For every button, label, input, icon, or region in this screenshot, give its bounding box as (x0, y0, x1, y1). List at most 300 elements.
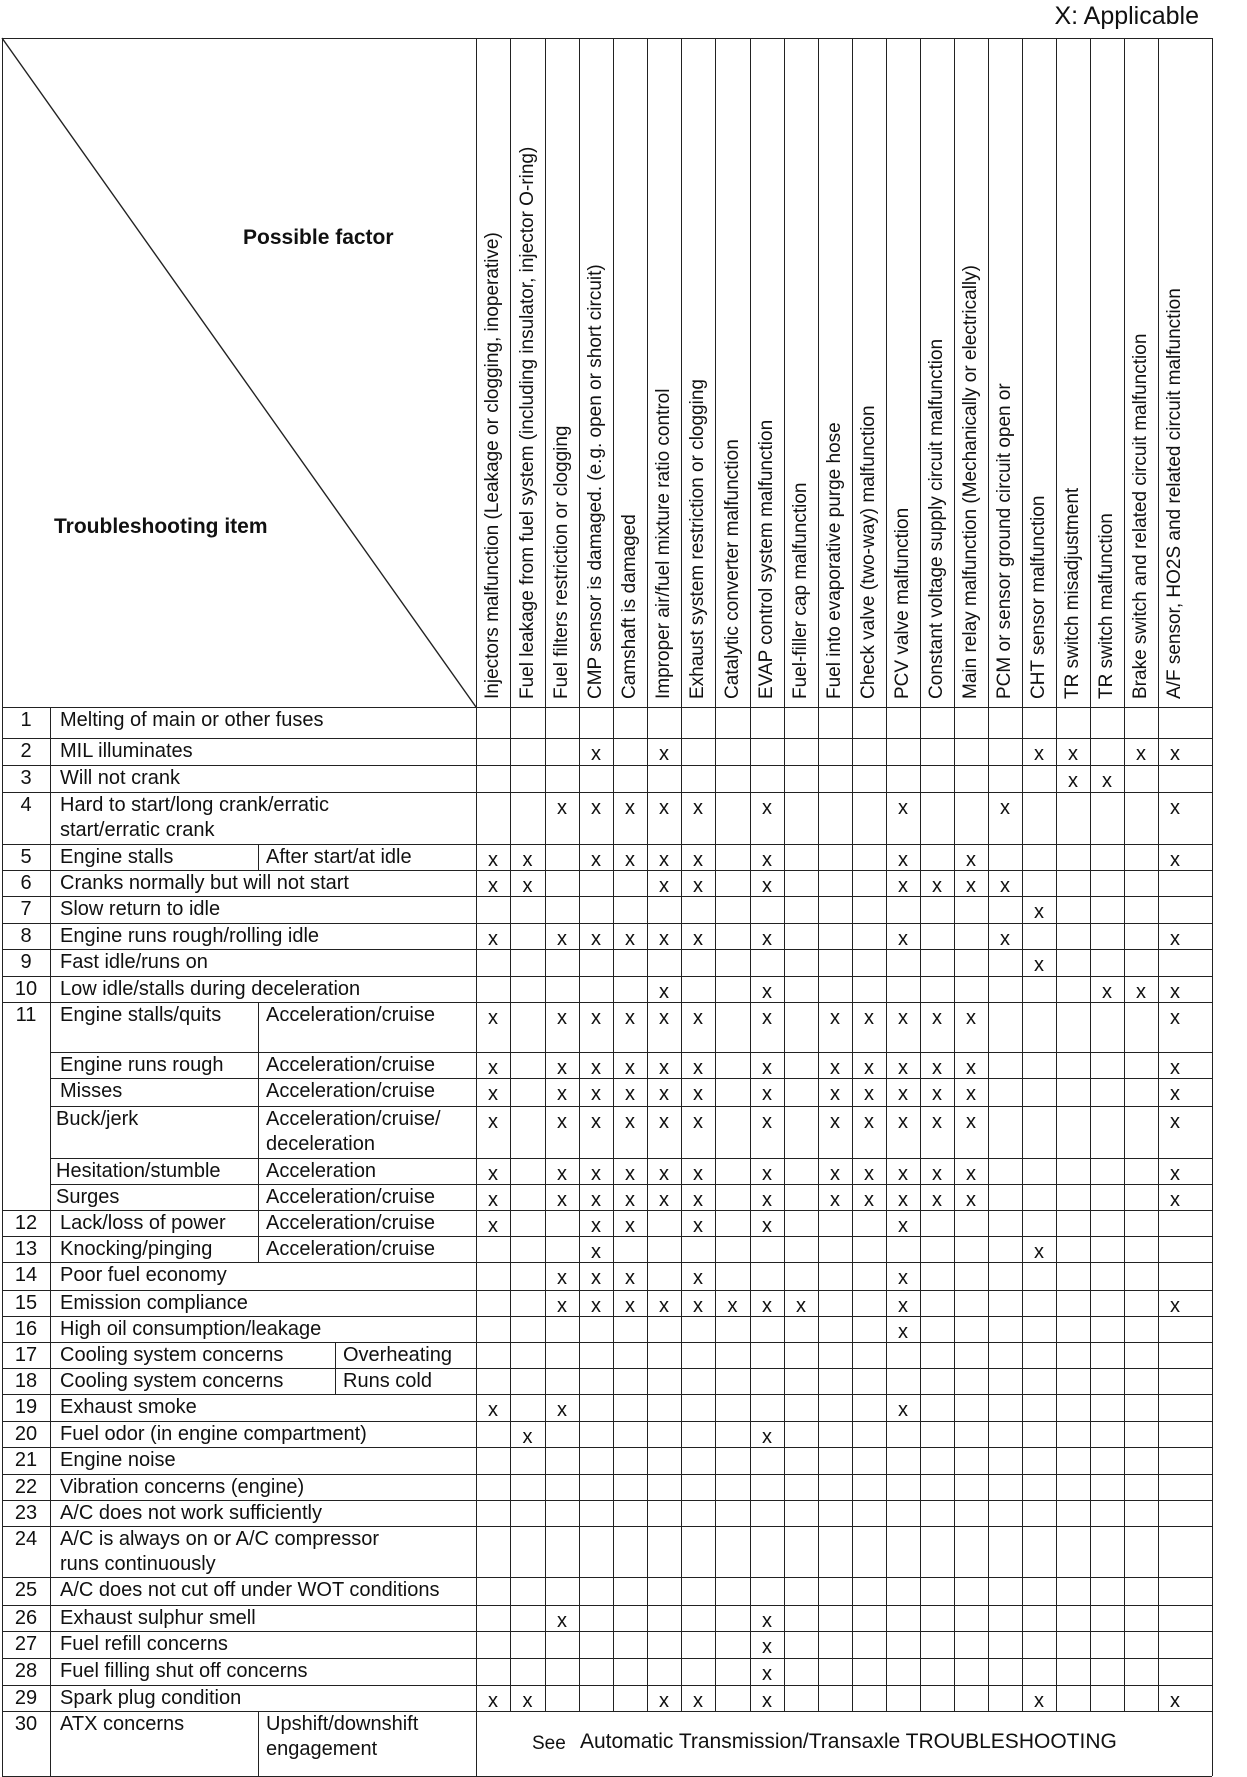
grid-hline (2, 844, 1212, 845)
condition: Acceleration/cruise (266, 1080, 435, 1102)
applicable-mark: x (796, 1295, 806, 1317)
row-number: 3 (20, 767, 32, 789)
condition: Acceleration/cruise (266, 1054, 435, 1076)
grid-vline (335, 1368, 336, 1394)
grid-vline (818, 38, 819, 1711)
row-number: 23 (14, 1502, 38, 1524)
factor-header-15: Main relay malfunction (Mechanically or electrically) (960, 265, 981, 699)
applicable-mark: x (659, 1189, 669, 1211)
applicable-mark: x (1170, 849, 1180, 871)
applicable-mark: x (1170, 981, 1180, 1003)
applicable-mark: x (557, 1163, 567, 1185)
factor-header-12: Check valve (two-way) malfunction (858, 405, 879, 699)
applicable-mark: x (625, 797, 635, 819)
applicable-mark: x (659, 743, 669, 765)
applicable-mark: x (591, 1267, 601, 1289)
grid-vline (1022, 38, 1023, 1711)
grid-vline (510, 38, 511, 1711)
applicable-mark: x (488, 875, 498, 897)
applicable-mark: x (625, 1007, 635, 1029)
factor-header-14: Constant voltage supply circuit malfunction (926, 338, 947, 699)
factor-header-2: Fuel leakage from fuel system (including insulator, injector O-ring) (516, 146, 538, 699)
troubleshooting-item: Fuel filling shut off concerns (60, 1660, 308, 1682)
grid-vline (886, 38, 887, 1711)
applicable-mark: x (488, 849, 498, 871)
applicable-mark: x (932, 1189, 942, 1211)
condition-line2: engagement (266, 1738, 378, 1760)
applicable-mark: x (488, 1189, 498, 1211)
applicable-mark: x (693, 797, 703, 819)
factor-header-13: PCV valve malfunction (892, 507, 913, 699)
factor-header-10: Fuel-filler cap malfunction (790, 482, 811, 699)
applicable-mark: x (762, 875, 772, 897)
applicable-mark: x (625, 1189, 635, 1211)
applicable-mark: x (1136, 743, 1146, 765)
grid-vline (258, 1184, 259, 1210)
applicable-mark: x (966, 849, 976, 871)
applicable-mark: x (557, 1083, 567, 1105)
troubleshooting-item: A/C is always on or A/C compressor (60, 1528, 379, 1550)
applicable-mark: x (1068, 770, 1078, 792)
applicable-mark: x (932, 1007, 942, 1029)
grid-hline (2, 38, 1212, 39)
applicable-mark: x (591, 849, 601, 871)
applicable-mark: x (693, 1690, 703, 1712)
row-number: 20 (14, 1423, 38, 1445)
grid-vline (1124, 38, 1125, 1711)
applicable-mark: x (591, 928, 601, 950)
condition: Acceleration/cruise (266, 1238, 435, 1260)
troubleshooting-item: Low idle/stalls during deceleration (60, 978, 361, 1000)
factor-header-11: Fuel into evaporative purge hose (824, 422, 845, 699)
grid-vline (258, 1210, 259, 1236)
applicable-mark: x (625, 1163, 635, 1185)
applicable-mark: x (659, 875, 669, 897)
troubleshooting-item: Vibration concerns (engine) (60, 1476, 305, 1498)
applicable-mark: x (830, 1057, 840, 1079)
factor-header-9: EVAP control system malfunction (756, 419, 777, 699)
applicable-mark: x (898, 797, 908, 819)
condition: Acceleration/cruise (266, 1186, 435, 1208)
applicable-mark: x (830, 1007, 840, 1029)
troubleshooting-item: Engine runs rough (60, 1054, 224, 1076)
applicable-mark: x (591, 1057, 601, 1079)
applicable-mark: x (625, 1057, 635, 1079)
applicable-mark: x (762, 928, 772, 950)
factor-header-18: TR switch misadjustment (1062, 487, 1083, 699)
row-number: 18 (14, 1370, 38, 1392)
row-number: 4 (20, 794, 32, 816)
applicable-mark: x (762, 1057, 772, 1079)
applicable-mark: x (1170, 1295, 1180, 1317)
troubleshooting-item: ATX concerns (60, 1713, 185, 1735)
applicable-mark: x (898, 1399, 908, 1421)
grid-vline (50, 707, 51, 1776)
applicable-mark: x (762, 1663, 772, 1685)
troubleshooting-item-line2: start/erratic crank (60, 819, 215, 841)
grid-vline (988, 38, 989, 1711)
applicable-mark: x (830, 1163, 840, 1185)
applicable-mark: x (693, 1215, 703, 1237)
applicable-mark: x (1000, 875, 1010, 897)
applicable-mark: x (932, 1083, 942, 1105)
applicable-mark: x (762, 1426, 772, 1448)
applicable-mark: x (1034, 1690, 1044, 1712)
grid-vline (476, 38, 477, 1776)
applicable-mark: x (1102, 981, 1112, 1003)
applicable-mark: x (557, 1399, 567, 1421)
applicable-mark: x (762, 1636, 772, 1658)
applicable-mark: x (591, 1215, 601, 1237)
grid-vline (258, 1002, 259, 1052)
condition: After start/at idle (266, 846, 412, 868)
applicable-mark: x (1170, 1189, 1180, 1211)
grid-vline (920, 38, 921, 1711)
applicable-mark: x (1000, 797, 1010, 819)
factor-header-19: TR switch malfunction (1096, 513, 1117, 699)
applicable-mark: x (522, 1426, 533, 1448)
troubleshooting-item-line2: runs continuously (60, 1553, 216, 1575)
row-number: 12 (14, 1212, 38, 1234)
row-number: 9 (20, 951, 32, 973)
applicable-mark: x (898, 1215, 908, 1237)
applicable-mark: x (898, 1189, 908, 1211)
row-number: 28 (14, 1660, 38, 1682)
applicable-mark: x (693, 1189, 703, 1211)
factor-header-16: PCM or sensor ground circuit open or (994, 383, 1015, 699)
applicable-mark: x (659, 1057, 669, 1079)
row-number: 15 (14, 1292, 38, 1314)
applicable-mark: x (625, 1267, 635, 1289)
troubleshooting-item: Cooling system concerns (60, 1344, 284, 1366)
applicable-mark: x (762, 1189, 772, 1211)
grid-vline (258, 1106, 259, 1158)
applicable-mark: x (966, 1057, 976, 1079)
applicable-mark: x (762, 1295, 772, 1317)
troubleshooting-item: Cranks normally but will not start (60, 872, 349, 894)
grid-vline (852, 38, 853, 1711)
applicable-mark: x (966, 1163, 976, 1185)
applicable-mark: x (830, 1111, 840, 1133)
applicable-mark: x (727, 1295, 738, 1317)
applicable-mark: x (1034, 1241, 1044, 1263)
applicable-mark: x (693, 1295, 703, 1317)
grid-vline (579, 38, 580, 1711)
applicable-mark: x (659, 797, 669, 819)
applicable-mark: x (932, 1111, 942, 1133)
row-number: 6 (20, 872, 32, 894)
troubleshooting-item: Will not crank (60, 767, 181, 789)
applicable-mark: x (932, 875, 942, 897)
troubleshooting-item: Melting of main or other fuses (60, 709, 324, 731)
troubleshooting-item: Fast idle/runs on (60, 951, 208, 973)
applicable-mark: x (625, 1083, 635, 1105)
applicable-mark: x (762, 1163, 772, 1185)
applicable-mark: x (488, 1111, 498, 1133)
troubleshooting-item: Knocking/pinging (60, 1238, 213, 1260)
row-number: 27 (14, 1633, 38, 1655)
grid-hline (2, 1447, 1212, 1448)
applicable-mark: x (488, 1057, 498, 1079)
applicable-mark: x (591, 1241, 601, 1263)
applicable-mark: x (522, 1690, 533, 1712)
grid-vline (1212, 38, 1213, 1776)
troubleshooting-item: A/C does not work sufficiently (60, 1502, 322, 1524)
applicable-mark: x (659, 1163, 669, 1185)
applicable-mark: x (762, 849, 772, 871)
factor-header-20: Brake switch and related circuit malfunction (1130, 333, 1151, 699)
condition-line2: deceleration (266, 1133, 375, 1155)
applicable-mark: x (898, 1111, 908, 1133)
troubleshooting-item: Engine stalls (60, 846, 174, 868)
applicable-mark: x (1170, 1690, 1180, 1712)
row-number: 14 (14, 1264, 38, 1286)
applicable-mark: x (1034, 901, 1044, 923)
applicable-mark: x (693, 1267, 703, 1289)
factor-header-4: CMP sensor is damaged. (e.g. open or short circuit) (585, 264, 606, 699)
row-number: 11 (15, 1004, 37, 1026)
grid-vline (258, 1052, 259, 1078)
troubleshooting-item: Surges (56, 1186, 120, 1208)
applicable-mark: x (488, 1163, 498, 1185)
applicable-mark: x (557, 928, 567, 950)
applicable-mark: x (557, 1111, 567, 1133)
applicable-mark: x (488, 1215, 498, 1237)
applicable-mark: x (762, 1215, 772, 1237)
applicable-mark: x (966, 1083, 976, 1105)
condition: Runs cold (343, 1370, 432, 1392)
applicable-mark: x (659, 1111, 669, 1133)
applicable-mark: x (659, 849, 669, 871)
applicable-mark: x (693, 1163, 703, 1185)
factor-header-1: Injectors malfunction (Leakage or clogging, inoperative) (482, 232, 503, 699)
troubleshooting-item: Engine noise (60, 1449, 176, 1471)
applicable-mark: x (591, 1295, 601, 1317)
row-number: 25 (14, 1579, 38, 1601)
applicable-mark: x (966, 1007, 976, 1029)
applicable-mark: x (898, 1057, 908, 1079)
legend-applicable: X: Applicable (1054, 2, 1199, 30)
troubleshooting-item-label: Troubleshooting item (54, 515, 268, 538)
row30-note: Automatic Transmission/Transaxle TROUBLESHOOTING (580, 1730, 1117, 1753)
troubleshooting-item: Exhaust smoke (60, 1396, 197, 1418)
applicable-mark: x (762, 1007, 772, 1029)
applicable-mark: x (659, 1690, 669, 1712)
applicable-mark: x (864, 1189, 874, 1211)
troubleshooting-item: Engine runs rough/rolling idle (60, 925, 320, 947)
grid-vline (1158, 38, 1159, 1711)
factor-header-6: Improper air/fuel mixture ratio control (653, 388, 674, 699)
applicable-mark: x (693, 849, 703, 871)
grid-vline (715, 38, 716, 1711)
applicable-mark: x (693, 1057, 703, 1079)
applicable-mark: x (625, 928, 635, 950)
applicable-mark: x (1170, 743, 1180, 765)
row-number: 17 (14, 1344, 38, 1366)
grid-hline (2, 765, 1212, 766)
applicable-mark: x (488, 1007, 498, 1029)
applicable-mark: x (625, 849, 635, 871)
row-number: 26 (14, 1607, 38, 1629)
applicable-mark: x (557, 1007, 567, 1029)
applicable-mark: x (557, 1057, 567, 1079)
row-number: 7 (20, 898, 32, 920)
grid-vline (258, 1078, 259, 1106)
condition: Acceleration/cruise/ (266, 1108, 441, 1130)
applicable-mark: x (1034, 954, 1044, 976)
troubleshooting-item: Lack/loss of power (60, 1212, 226, 1234)
troubleshooting-item: Exhaust sulphur smell (60, 1607, 256, 1629)
applicable-mark: x (693, 928, 703, 950)
applicable-mark: x (762, 981, 772, 1003)
applicable-mark: x (864, 1163, 874, 1185)
applicable-mark: x (659, 1295, 669, 1317)
grid-vline (1090, 38, 1091, 1711)
applicable-mark: x (1170, 1057, 1180, 1079)
applicable-mark: x (557, 1267, 567, 1289)
grid-vline (335, 1342, 336, 1368)
applicable-mark: x (1068, 743, 1078, 765)
factor-header-5: Camshaft is damaged (619, 514, 640, 699)
troubleshooting-item: Hard to start/long crank/erratic (60, 794, 329, 816)
applicable-mark: x (591, 1083, 601, 1105)
applicable-mark: x (898, 1007, 908, 1029)
grid-vline (1056, 38, 1057, 1711)
grid-vline (258, 1236, 259, 1262)
applicable-mark: x (1170, 1007, 1180, 1029)
possible-factor-label: Possible factor (243, 226, 394, 249)
applicable-mark: x (898, 875, 908, 897)
grid-vline (784, 38, 785, 1711)
applicable-mark: x (591, 1189, 601, 1211)
applicable-mark: x (1170, 1111, 1180, 1133)
factor-header-21: A/F sensor, HO2S and related circuit malfunction (1164, 288, 1185, 699)
row-number: 16 (14, 1318, 38, 1340)
row-number: 22 (14, 1476, 38, 1498)
row-number: 10 (14, 978, 38, 1000)
row-number: 24 (14, 1528, 38, 1550)
condition: Overheating (343, 1344, 452, 1366)
applicable-mark: x (1170, 797, 1180, 819)
troubleshooting-item: Misses (60, 1080, 123, 1102)
applicable-mark: x (522, 849, 533, 871)
grid-hline (50, 1106, 1212, 1107)
applicable-mark: x (1034, 743, 1044, 765)
applicable-mark: x (762, 1610, 772, 1632)
troubleshooting-item: MIL illuminates (60, 740, 193, 762)
applicable-mark: x (1000, 928, 1010, 950)
troubleshooting-item: Poor fuel economy (60, 1264, 227, 1286)
applicable-mark: x (591, 797, 601, 819)
applicable-mark: x (591, 743, 601, 765)
applicable-mark: x (557, 1295, 567, 1317)
row-number: 5 (20, 846, 32, 868)
troubleshooting-item: Fuel odor (in engine compartment) (60, 1423, 367, 1445)
grid-vline (258, 844, 259, 870)
applicable-mark: x (1170, 928, 1180, 950)
row-number: 29 (14, 1687, 38, 1709)
applicable-mark: x (932, 1163, 942, 1185)
applicable-mark: x (693, 1007, 703, 1029)
grid-vline (545, 38, 546, 1711)
factor-header-7: Exhaust system restriction or clogging (687, 379, 708, 699)
applicable-mark: x (864, 1111, 874, 1133)
applicable-mark: x (625, 1111, 635, 1133)
applicable-mark: x (1102, 770, 1112, 792)
applicable-mark: x (1136, 981, 1146, 1003)
applicable-mark: x (932, 1057, 942, 1079)
applicable-mark: x (762, 1111, 772, 1133)
row-number: 8 (20, 925, 32, 947)
applicable-mark: x (864, 1057, 874, 1079)
applicable-mark: x (1170, 1083, 1180, 1105)
row-number: 19 (14, 1396, 38, 1418)
factor-header-3: Fuel filters restriction or clogging (551, 425, 572, 699)
applicable-mark: x (898, 1267, 908, 1289)
applicable-mark: x (762, 1690, 772, 1712)
applicable-mark: x (830, 1083, 840, 1105)
condition: Acceleration/cruise (266, 1212, 435, 1234)
applicable-mark: x (522, 875, 533, 897)
troubleshooting-item: Hesitation/stumble (56, 1160, 221, 1182)
applicable-mark: x (864, 1007, 874, 1029)
grid-hline (50, 1158, 1212, 1159)
factor-header-8: Catalytic converter malfunction (721, 439, 743, 699)
applicable-mark: x (591, 1163, 601, 1185)
applicable-mark: x (762, 797, 772, 819)
applicable-mark: x (898, 1295, 908, 1317)
applicable-mark: x (488, 928, 498, 950)
troubleshooting-item: Fuel refill concerns (60, 1633, 228, 1655)
factor-header-17: CHT sensor malfunction (1028, 495, 1049, 699)
applicable-mark: x (659, 1083, 669, 1105)
row-number: 30 (14, 1713, 38, 1735)
applicable-mark: x (1170, 1163, 1180, 1185)
troubleshooting-item: A/C does not cut off under WOT conditions (60, 1579, 440, 1601)
applicable-mark: x (898, 849, 908, 871)
row-number: 2 (20, 740, 32, 762)
troubleshooting-matrix (2, 38, 1212, 1776)
condition: Upshift/downshift (266, 1713, 419, 1735)
applicable-mark: x (898, 1321, 908, 1343)
applicable-mark: x (557, 1189, 567, 1211)
applicable-mark: x (898, 1163, 908, 1185)
troubleshooting-item: High oil consumption/leakage (60, 1318, 322, 1340)
applicable-mark: x (659, 928, 669, 950)
troubleshooting-item: Slow return to idle (60, 898, 221, 920)
troubleshooting-item: Emission compliance (60, 1292, 248, 1314)
applicable-mark: x (693, 1111, 703, 1133)
applicable-mark: x (591, 1007, 601, 1029)
grid-vline (954, 38, 955, 1711)
applicable-mark: x (659, 1007, 669, 1029)
applicable-mark: x (625, 1295, 635, 1317)
applicable-mark: x (488, 1083, 498, 1105)
applicable-mark: x (864, 1083, 874, 1105)
grid-vline (750, 38, 751, 1711)
troubleshooting-item: Cooling system concerns (60, 1370, 284, 1392)
applicable-mark: x (488, 1399, 498, 1421)
condition: Acceleration (266, 1160, 377, 1182)
grid-hline (50, 1052, 1212, 1053)
row-number: 21 (14, 1449, 38, 1471)
applicable-mark: x (557, 797, 567, 819)
applicable-mark: x (830, 1189, 840, 1211)
condition: Acceleration/cruise (266, 1004, 435, 1026)
applicable-mark: x (693, 875, 703, 897)
grid-vline (647, 38, 648, 1711)
applicable-mark: x (659, 981, 669, 1003)
